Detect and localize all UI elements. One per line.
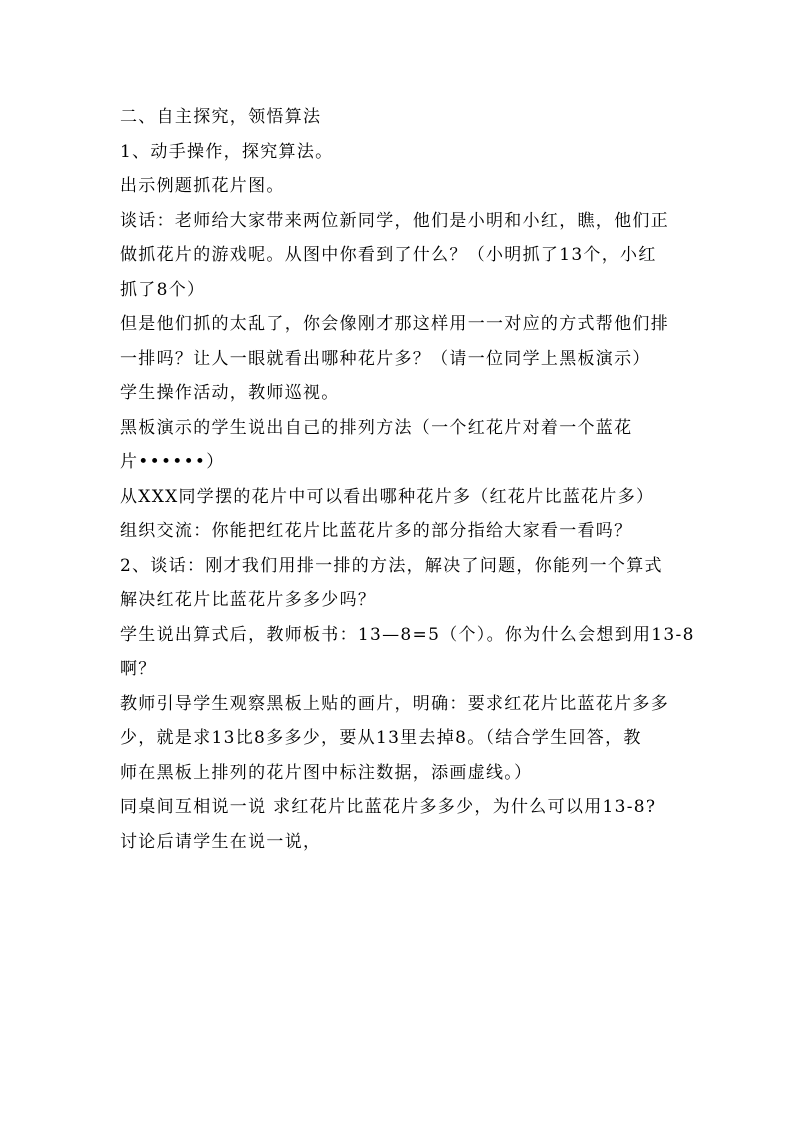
paragraph-line: 出示例题抓花片图。 <box>120 176 285 196</box>
paragraph-line: 学生操作活动，教师巡视。 <box>120 383 340 403</box>
paragraph-line: 片••••••） <box>120 452 225 472</box>
paragraph-line: 少，就是求13比8多多少，要从13里去掉8。（结合学生回答，教 <box>120 728 642 748</box>
paragraph-line: 解决红花片比蓝花片多多少吗？ <box>120 590 377 610</box>
paragraph-line: 但是他们抓的太乱了，你会像刚才那这样用一一对应的方式帮他们排 <box>120 314 669 334</box>
paragraph-line: 谈话：老师给大家带来两位新同学，他们是小明和小红，瞧，他们正 <box>120 210 669 231</box>
paragraph-line: 做抓花片的游戏呢。从图中你看到了什么？（小明抓了13个，小红 <box>120 245 657 265</box>
paragraph-line: 同桌间互相说一说 求红花片比蓝花片多多少，为什么可以用13-8? <box>120 797 657 817</box>
paragraph-line: 从XXX同学摆的花片中可以看出哪种花片多（红花片比蓝花片多） <box>120 486 655 507</box>
paragraph-line: 啊？ <box>120 659 157 679</box>
paragraph-line: 黑板演示的学生说出自己的排列方法（一个红花片对着一个蓝花 <box>120 417 633 438</box>
paragraph-line: 一排吗？让人一眼就看出哪种花片多？（请一位同学上黑板演示） <box>120 348 651 369</box>
section-heading: 二、自主探究，领悟算法 <box>120 107 322 127</box>
paragraph-line: 讨论后请学生在说一说， <box>120 831 322 852</box>
paragraph-line: 组织交流：你能把红花片比蓝花片多的部分指给大家看一看吗？ <box>120 521 633 541</box>
subsection-heading: 1、动手操作，探究算法。 <box>120 141 334 162</box>
lesson-text <box>120 100 695 859</box>
paragraph-line: 教师引导学生观察黑板上贴的画片，明确：要求红花片比蓝花片多多 <box>120 693 669 714</box>
paragraph-line: 师在黑板上排列的花片图中标注数据，添画虚线。） <box>120 762 533 783</box>
paragraph-line: 抓了8个） <box>120 279 206 300</box>
subsection-line: 2、谈话：刚才我们用排一排的方法，解决了问题，你能列一个算式 <box>120 555 663 576</box>
paragraph-line: 学生说出算式后，教师板书：13—8=5（个）。你为什么会想到用13-8 <box>120 624 695 645</box>
